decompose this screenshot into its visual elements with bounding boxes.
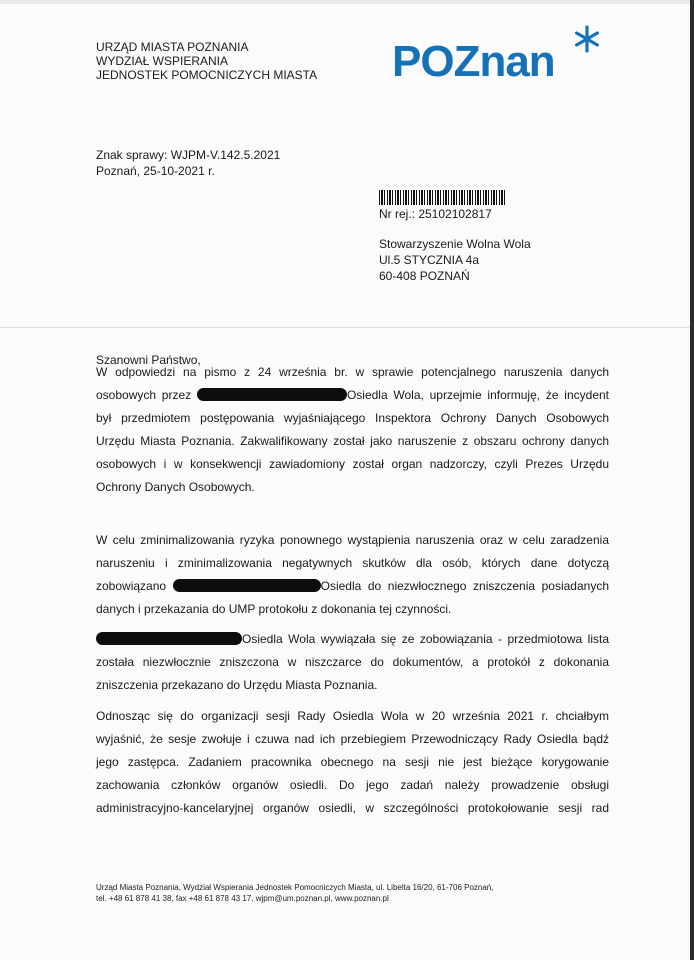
poznan-logo <box>392 38 612 86</box>
registry-barcode <box>379 190 505 205</box>
recipient-line: Ul.5 STYCZNIA 4a <box>379 253 480 267</box>
institution-line: JEDNOSTEK POMOCNICZYCH MIASTA <box>96 68 318 82</box>
recipient-line: 60-408 POZNAŃ <box>379 269 470 283</box>
text-line: wyjaśnić, że sesje zwołuje i czuwa nad ich przebiegiem Przewodniczący Rady Osiedla bądź <box>96 732 609 746</box>
redaction-block <box>173 579 321 592</box>
text-line: danych i przekazania do UMP protokołu z dokonania tej czynności. <box>96 602 452 616</box>
text-line: osobowych przez Osiedla Wola, uprzejmie informuję, że incydent <box>96 388 610 402</box>
text-line: zachowania członków organów osiedli. Do jego zadań należy prowadzenie obsługi <box>96 778 609 792</box>
text-line: Ochrony Danych Osobowych. <box>96 480 255 494</box>
recipient-address <box>379 236 531 284</box>
footer-contact: tel. +48 61 878 41 38, fax +48 61 878 43 17, wjpm@um.poznan.pl, www.poznan.pl <box>96 894 389 903</box>
paragraph-4 <box>96 705 609 820</box>
redaction-block <box>96 632 242 645</box>
letter-date: Poznań, 25-10-2021 r. <box>96 164 215 178</box>
recipient-line: Stowarzyszenie Wolna Wola <box>379 237 531 251</box>
text-line: zobowiązano Osiedla do niezwłocznego zniszczenia posiadanych <box>96 579 609 593</box>
paragraph-1 <box>96 361 609 499</box>
logo-wordmark: POZnan <box>392 37 555 86</box>
page-top-edge <box>0 0 694 4</box>
asterisk-star-icon <box>572 24 602 54</box>
letter-footer <box>96 882 493 904</box>
institution-header <box>96 40 317 82</box>
text-line: W odpowiedzi na pismo z 24 września br. w sprawie potencjalnego naruszenia danych <box>96 365 609 379</box>
text-line: osobowych i w konsekwencji zawiadomiony został organ nadzorczy, czyli Prezes Urzędu <box>96 457 609 471</box>
registry-number: Nr rej.: 25102102817 <box>379 207 492 221</box>
page-fold-line <box>0 327 694 328</box>
case-reference <box>96 147 280 179</box>
text-line: Urzędu Miasta Poznania. Zakwalifikowany został jako naruszenie z obszaru ochrony danych <box>96 434 609 448</box>
text-line: naruszeniu i zminimalizowania negatywnych skutków dla osób, których dane dotyczą <box>96 556 609 570</box>
salutation: Szanowni Państwo, <box>96 353 201 367</box>
page-right-edge <box>690 0 694 960</box>
footer-address: Urząd Miasta Poznania, Wydział Wspierania Jednostek Pomocniczych Miasta, ul. Libelta 16/20, 61-706 Poznań, <box>96 883 494 892</box>
text-line: administracyjno-kancelaryjnej organów osiedli, w szczególności protokołowanie sesji rad <box>96 801 609 815</box>
text-line: był przedmiotem postępowania wyjaśniającego Inspektora Ochrony Danych Osobowych <box>96 411 609 425</box>
paragraph-2 <box>96 529 609 621</box>
text-line: W celu zminimalizowania ryzyka ponownego wystąpienia naruszenia oraz w celu zaradzenia <box>96 533 609 547</box>
text-line: zniszczenia przekazano do Urzędu Miasta Poznania. <box>96 678 378 692</box>
case-number: Znak sprawy: WJPM-V.142.5.2021 <box>96 148 281 162</box>
institution-line: WYDZIAŁ WSPIERANIA <box>96 54 229 68</box>
text-line: Osiedla Wola wywiązała się ze zobowiązania - przedmiotowa lista <box>96 628 609 651</box>
redaction-block <box>197 388 347 401</box>
institution-line: URZĄD MIASTA POZNANIA <box>96 40 249 54</box>
paragraph-3 <box>96 628 609 697</box>
text-line: Odnosząc się do organizacji sesji Rady Osiedla Wola w 20 września 2021 r. chciałbym <box>96 709 609 723</box>
text-line: została niezwłocznie zniszczona w niszczarce do dokumentów, a protokół z dokonania <box>96 655 609 669</box>
text-line: jego zastępca. Zadaniem pracownika obecnego na sesji nie jest bieżące korygowanie <box>96 755 609 769</box>
